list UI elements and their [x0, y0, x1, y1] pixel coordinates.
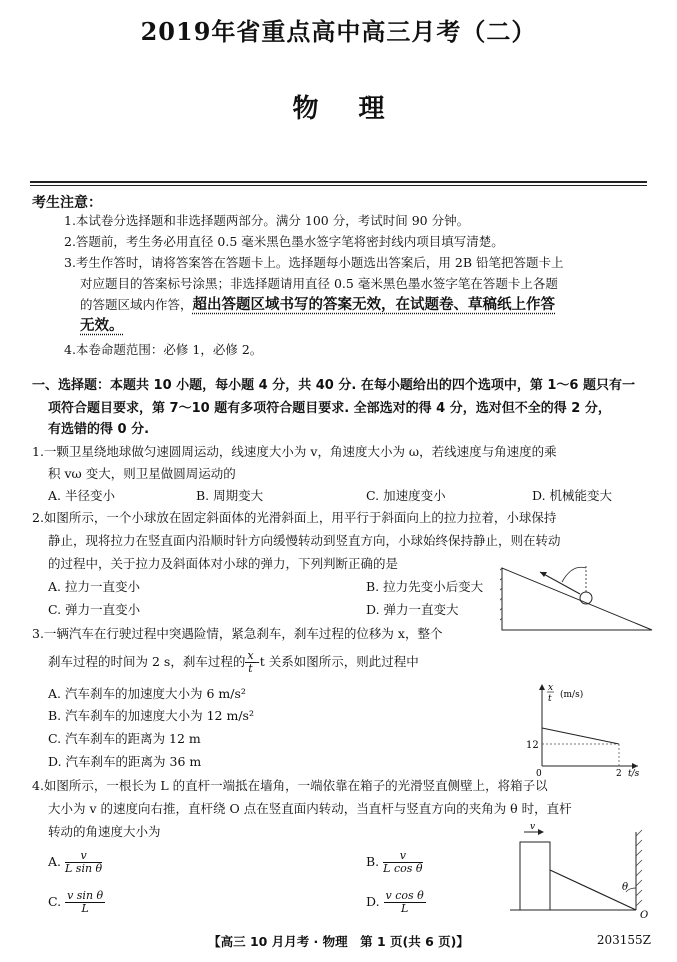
option-d: D. 机械能变大: [532, 488, 613, 503]
option-c: C. 汽车刹车的距离为 12 m: [48, 731, 201, 746]
notice-emphasis: 超出答题区域书写的答案无效，在试题卷、草稿纸上作答: [192, 297, 556, 313]
box-rod-figure: [510, 822, 660, 922]
page-footer: 【高三 10 月月考 · 物理 第 1 页(共 6 页)】: [208, 934, 469, 949]
option-a: A. 半径变小: [48, 488, 115, 503]
option-d: D. 汽车刹车的距离为 36 m: [48, 754, 202, 769]
question-text: 3.一辆汽车在行驶过程中突遇险情，紧急刹车，刹车过程的位移为 x，整个: [32, 626, 443, 641]
x-tick-label: 2: [616, 769, 622, 779]
question-text: 静止，现将拉力在竖直面内沿顺时针方向缓慢转动到竖直方向，小球始终保持静止，则在转动: [48, 533, 561, 548]
question-text: 刹车过程的时间为 2 s，刹车过程的 $\frac{x}{t}$ -t 关系如图所示，则此过程中: [48, 649, 419, 675]
question-text: 的过程中，关于拉力及斜面体对小球的弹力，下列判断正确的是: [48, 556, 399, 571]
section-heading: 项符合题目要求，第 7～10 题有多项符合题目要求. 全部选对的得 4 分，选对但不全的得 2 分，: [48, 401, 611, 416]
x-axis-label: t/s: [628, 769, 640, 779]
option-c: C. 加速度变小: [366, 488, 446, 503]
section-heading: 有选错的得 0 分.: [48, 422, 150, 437]
divider: [30, 185, 647, 186]
theta-label: θ: [622, 882, 629, 893]
box: [520, 842, 550, 910]
option-c: C. 弹力一直变小: [48, 602, 141, 617]
option-b: B. 拉力先变小后变大: [366, 579, 484, 594]
notice-heading: 考生注意：: [32, 195, 102, 211]
y-axis-den: t: [548, 694, 552, 704]
xt-t-graph: [526, 680, 646, 780]
notice-item: 无效。: [80, 318, 124, 334]
notice-item: 2.答题前，考生务必用直径 0.5 毫米黑色墨水签字笔将密封线内项目填写清楚。: [64, 234, 504, 249]
question-text: 积 vω 变大，则卫星做圆周运动的: [48, 466, 236, 481]
y-tick-label: 12: [526, 740, 539, 751]
x-over-t-fraction: $\frac{x}{t}$: [247, 649, 254, 675]
notice-item: 的答题区域内作答，超出答题区域书写的答案无效，在试题卷、草稿纸上作答: [80, 297, 556, 313]
notice-item: 4.本卷命题范围：必修 1，必修 2。: [64, 342, 263, 357]
question-text: 4.如图所示，一根长为 L 的直杆一端抵在墙角，一端依靠在箱子的光滑竖直侧壁上，将箱子以: [32, 778, 548, 793]
y-axis-num: x: [548, 683, 554, 693]
subject-title: 物理: [292, 94, 425, 124]
y-axis-unit: (m/s): [560, 690, 584, 700]
pivot-label: O: [640, 910, 649, 921]
option-b: B. $\frac{v}{\text{L cos θ}}$: [366, 849, 423, 875]
velocity-label: v: [530, 822, 536, 832]
question-text: 2.如图所示，一个小球放在固定斜面体的光滑斜面上，用平行于斜面向上的拉力拉着，小球保持: [32, 510, 557, 525]
divider: [30, 181, 647, 183]
question-text: 转动的角速度大小为: [48, 824, 161, 839]
option-a: A. $\frac{v}{\text{L sin θ}}$: [48, 849, 103, 875]
option-d: D. 弹力一直变大: [366, 602, 459, 617]
notice-item: 1.本试卷分选择题和非选择题两部分。满分 100 分，考试时间 90 分钟。: [64, 213, 470, 228]
notice-item: 对应题目的答案标号涂黑；非选择题请用直径 0.5 毫米黑色墨水签字笔在答题卡上各题: [80, 276, 558, 291]
option-d: D. $\frac{\text{v cos θ}}{L}$: [366, 889, 424, 915]
option-a: A. 拉力一直变小: [48, 579, 140, 594]
option-a: A. 汽车刹车的加速度大小为 6 m/s²: [48, 686, 246, 701]
question-text: 1.一颗卫星绕地球做匀速圆周运动，线速度大小为 v，角速度大小为 ω，若线速度与角速度的乘: [32, 444, 557, 459]
notice-item: 3.考生作答时，请将答案答在答题卡上。选择题每小题选出答案后，用 2B 铅笔把答题卡上: [64, 255, 564, 270]
exam-title: 2019年省重点高中高三月考（二）: [140, 17, 537, 46]
option-b: B. 周期变大: [196, 488, 264, 503]
option-c: C. $\frac{\text{v sin θ}}{L}$: [48, 889, 104, 915]
data-line: [542, 728, 619, 744]
option-b: B. 汽车刹车的加速度大小为 12 m/s²: [48, 708, 254, 723]
origin-label: 0: [536, 769, 542, 779]
question-text: 大小为 v 的速度向右推，直杆绕 O 点在竖直面内转动，当直杆与竖直方向的夹角为 θ 时，直杆: [48, 801, 572, 816]
paper-code: 203155Z: [596, 933, 651, 947]
section-heading: 一、选择题：本题共 10 小题，每小题 4 分，共 40 分. 在每小题给出的四个选项中，第 1～6 题只有一: [32, 378, 635, 393]
incline-figure: [500, 560, 656, 632]
